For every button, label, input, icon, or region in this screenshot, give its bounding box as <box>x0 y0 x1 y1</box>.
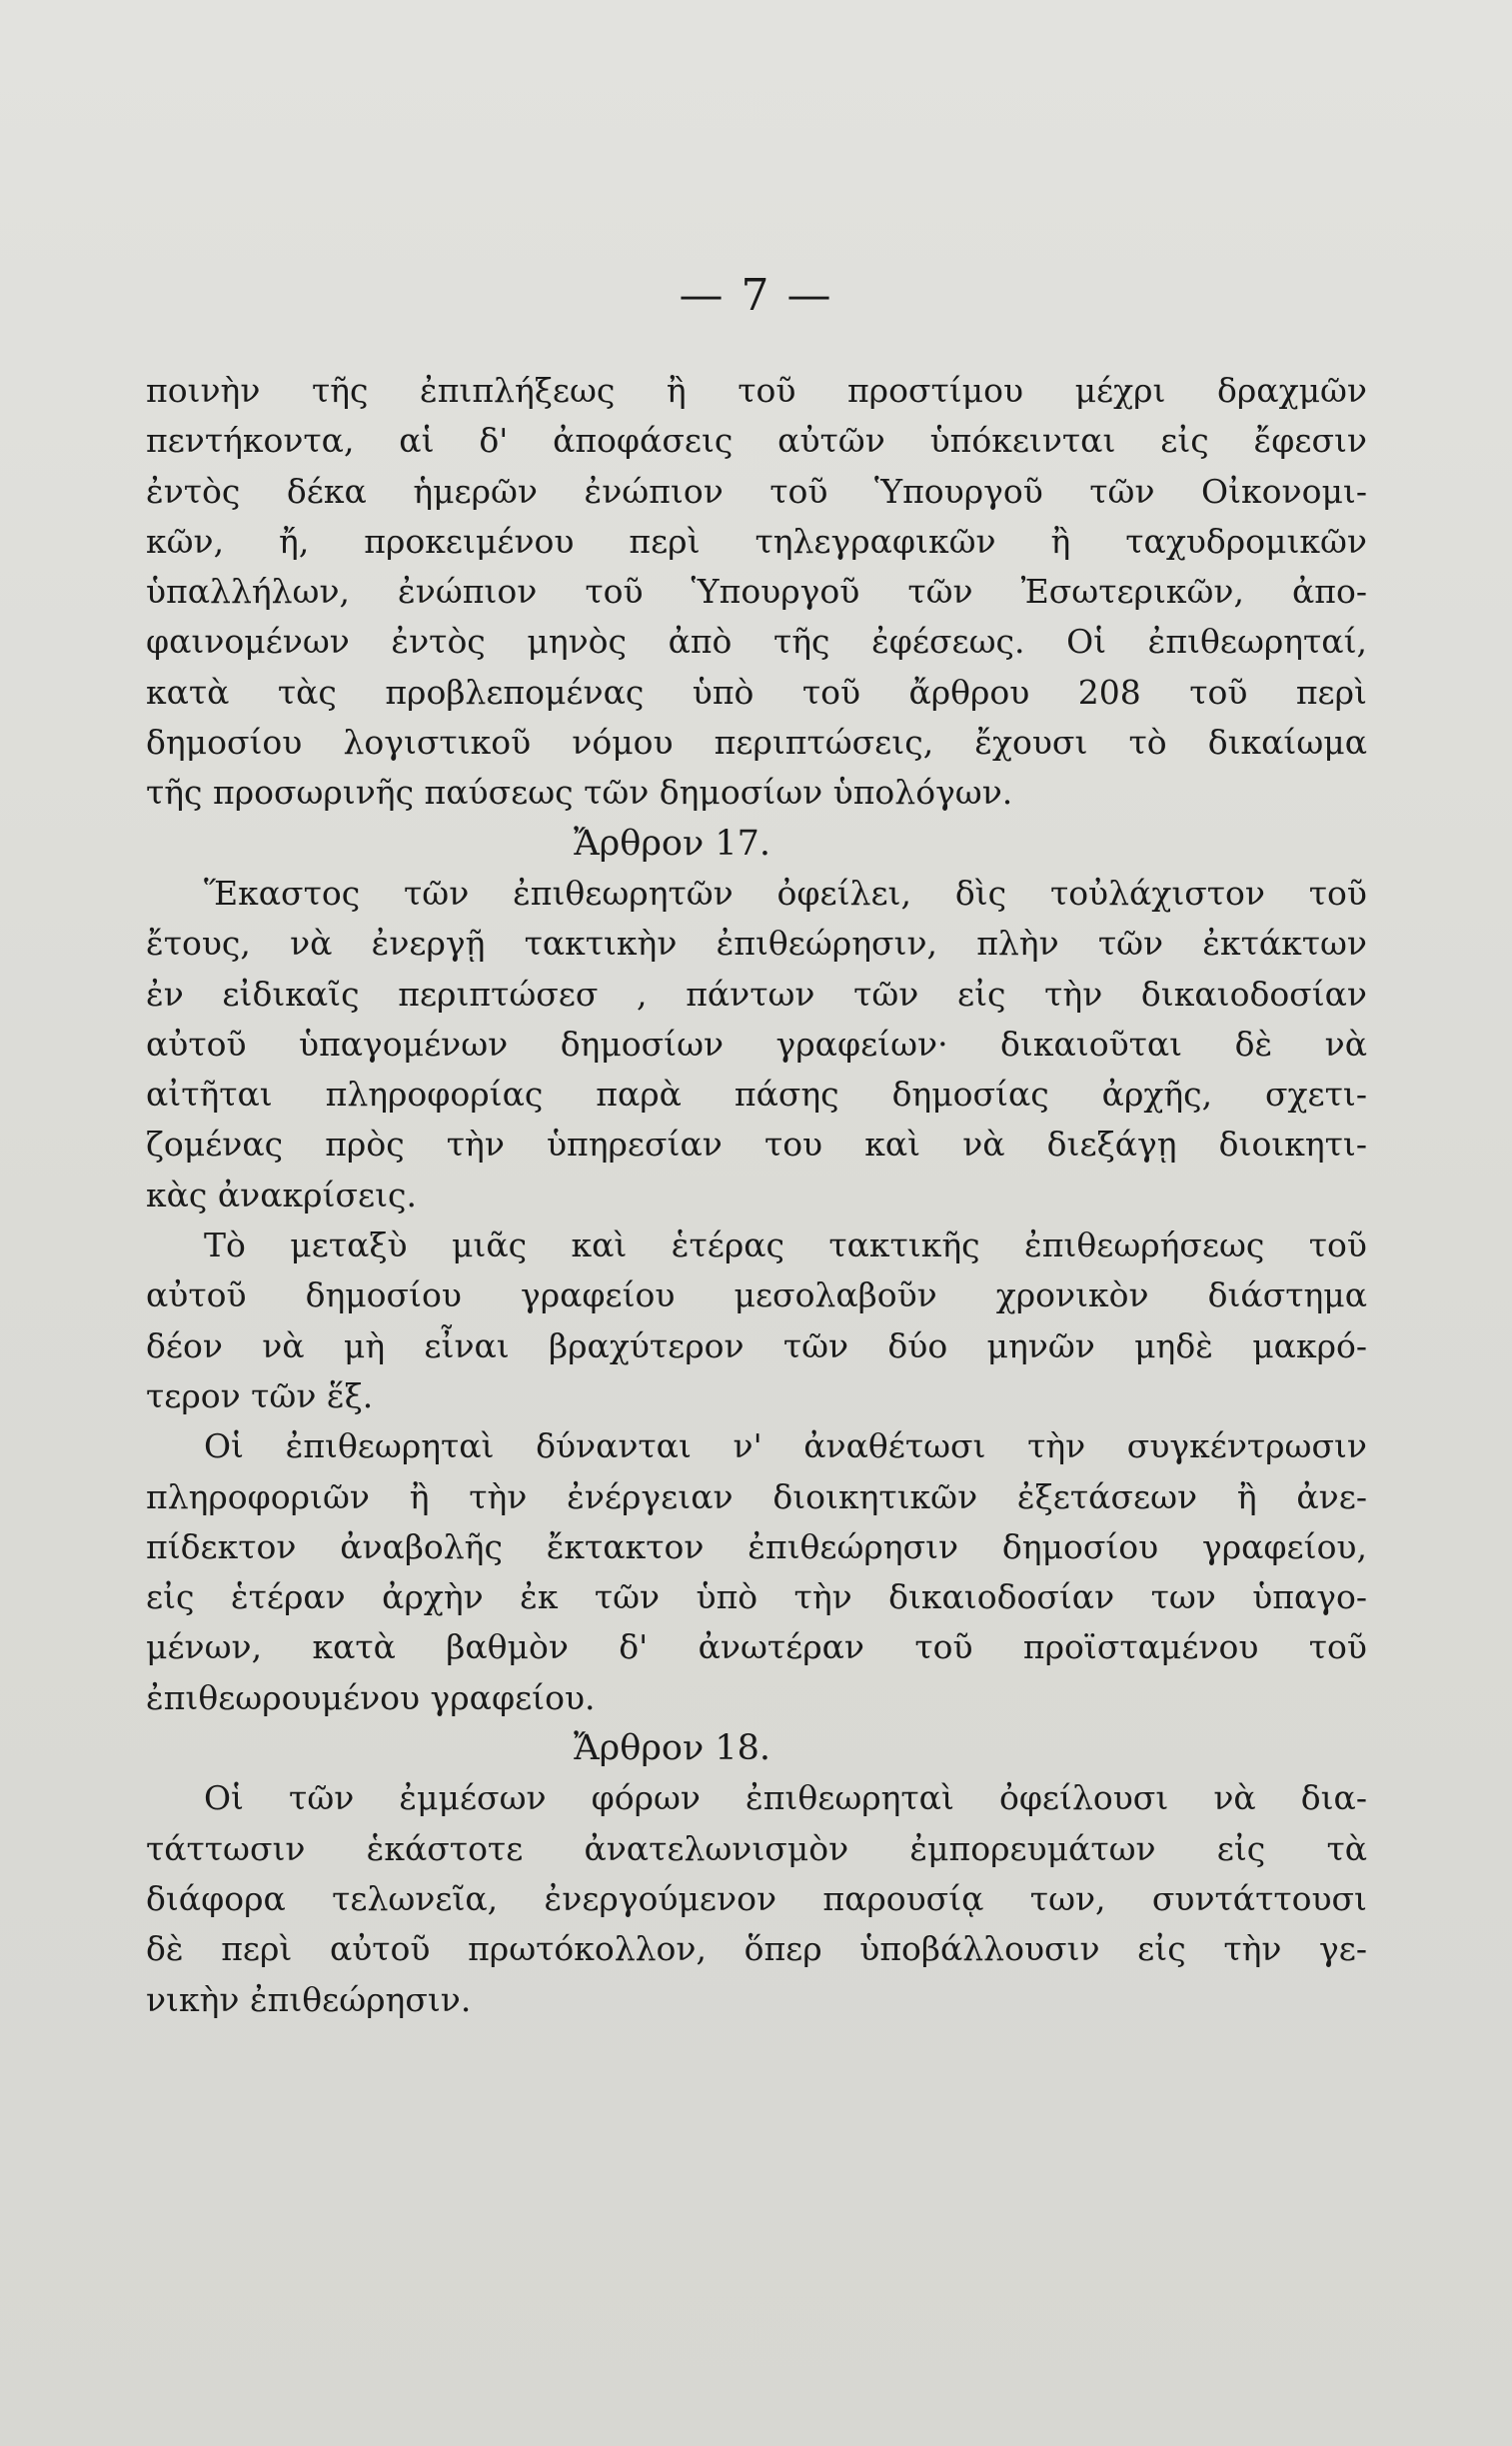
text-line: ἐν εἰδικαῖς περιπτώσεσ , πάντων τῶν εἰς τὴν δικαιοδοσίαν <box>146 974 1367 1014</box>
text-line: εἰς ἑτέραν ἀρχὴν ἐκ τῶν ὑπὸ τὴν δικαιοδοσίαν των ὑπαγο- <box>146 1577 1367 1617</box>
text-line: πεντήκοντα, αἱ δ' ἀποφάσεις αὐτῶν ὑπόκεινται εἰς ἔφεσιν <box>146 421 1367 461</box>
text-line: πίδεκτον ἀναβολῆς ἔκτακτον ἐπιθεώρησιν δημοσίου γραφείου, <box>146 1526 1367 1566</box>
text-line: αἰτῆται πληροφορίας παρὰ πάσης δημοσίας ἀρχῆς, σχετι- <box>146 1075 1367 1115</box>
text-line: κῶν, ἤ, προκειμένου περὶ τηλεγραφικῶν ἢ ταχυδρομικῶν <box>146 521 1367 561</box>
text-line: κὰς ἀνακρίσεις. <box>146 1175 418 1215</box>
article-17-paragraph-3 <box>146 1421 1367 1723</box>
text-line: τερον τῶν ἕξ. <box>146 1375 374 1415</box>
article-18-heading: Ἄρθρον 18. <box>574 1728 771 1769</box>
text-line: πληροφοριῶν ἢ τὴν ἐνέργειαν διοικητικῶν ἐξετάσεων ἢ ἀνε- <box>146 1476 1367 1516</box>
text-line: ὑπαλλήλων, ἐνώπιον τοῦ Ὑπουργοῦ τῶν Ἐσωτερικῶν, ἀπο- <box>146 572 1367 612</box>
article-17-paragraph-1 <box>146 869 1367 1221</box>
text-line: τάττωσιν ἑκάστοτε ἀνατελωνισμὸν ἐμπορευμάτων εἰς τὰ <box>146 1828 1367 1868</box>
paragraph-continuation <box>146 366 1367 819</box>
text-line: ζομένας πρὸς τὴν ὑπηρεσίαν του καὶ νὰ διεξάγῃ διοικητι- <box>146 1125 1367 1165</box>
page-body <box>146 366 1367 2025</box>
text-line: δέον νὰ μὴ εἶναι βραχύτερον τῶν δύο μηνῶν μηδὲ μακρό- <box>146 1325 1367 1365</box>
text-line: Οἱ τῶν ἐμμέσων φόρων ἐπιθεωρηταὶ ὀφείλουσι νὰ δια- <box>204 1778 1367 1818</box>
text-line: μένων, κατὰ βαθμὸν δ' ἀνωτέραν τοῦ προϊσταμένου τοῦ <box>146 1627 1367 1667</box>
article-17-heading: Ἄρθρον 17. <box>574 823 771 864</box>
text-line: νικὴν ἐπιθεώρησιν. <box>146 1979 472 2019</box>
text-line: Ἕκαστος τῶν ἐπιθεωρητῶν ὀφείλει, δὶς τοὐλάχιστον τοῦ <box>204 873 1367 913</box>
text-line: Οἱ ἐπιθεωρηταὶ δύνανται ν' ἀναθέτωσι τὴν συγκέντρωσιν <box>204 1426 1367 1466</box>
article-17-paragraph-2 <box>146 1221 1367 1421</box>
article-18-paragraph-1 <box>146 1773 1367 2024</box>
text-line: κατὰ τὰς προβλεπομένας ὑπὸ τοῦ ἄρθρου 208 τοῦ περὶ <box>146 672 1367 712</box>
text-line: τῆς προσωρινῆς παύσεως τῶν δημοσίων ὑπολόγων. <box>146 773 1013 813</box>
text-line: δημοσίου λογιστικοῦ νόμου περιπτώσεις, ἔχουσι τὸ δικαίωμα <box>146 723 1367 763</box>
text-line: διάφορα τελωνεῖα, ἐνεργούμενον παρουσίᾳ των, συντάττουσι <box>146 1878 1367 1918</box>
text-line: αὐτοῦ δημοσίου γραφείου μεσολαβοῦν χρονικὸν διάστημα <box>146 1275 1367 1315</box>
text-line: δὲ περὶ αὐτοῦ πρωτόκολλον, ὅπερ ὑποβάλλουσιν εἰς τὴν γε- <box>146 1929 1367 1969</box>
text-line: ποινὴν τῆς ἐπιπλήξεως ἢ τοῦ προστίμου μέχρι δραχμῶν <box>146 371 1367 410</box>
page-number: — 7 — <box>679 270 833 321</box>
text-line: φαινομένων ἐντὸς μηνὸς ἀπὸ τῆς ἐφέσεως. Οἱ ἐπιθεωρηταί, <box>146 622 1367 662</box>
text-line: Τὸ μεταξὺ μιᾶς καὶ ἑτέρας τακτικῆς ἐπιθεωρήσεως τοῦ <box>204 1225 1367 1265</box>
text-line: ἐπιθεωρουμένου γραφείου. <box>146 1677 596 1717</box>
text-line: ἔτους, νὰ ἐνεργῇ τακτικὴν ἐπιθεώρησιν, πλὴν τῶν ἐκτάκτων <box>146 924 1367 964</box>
text-line: ἐντὸς δέκα ἡμερῶν ἐνώπιον τοῦ Ὑπουργοῦ τῶν Οἰκονομι- <box>146 471 1367 511</box>
text-line: αὐτοῦ ὑπαγομένων δημοσίων γραφείων· δικαιοῦται δὲ νὰ <box>146 1024 1367 1064</box>
